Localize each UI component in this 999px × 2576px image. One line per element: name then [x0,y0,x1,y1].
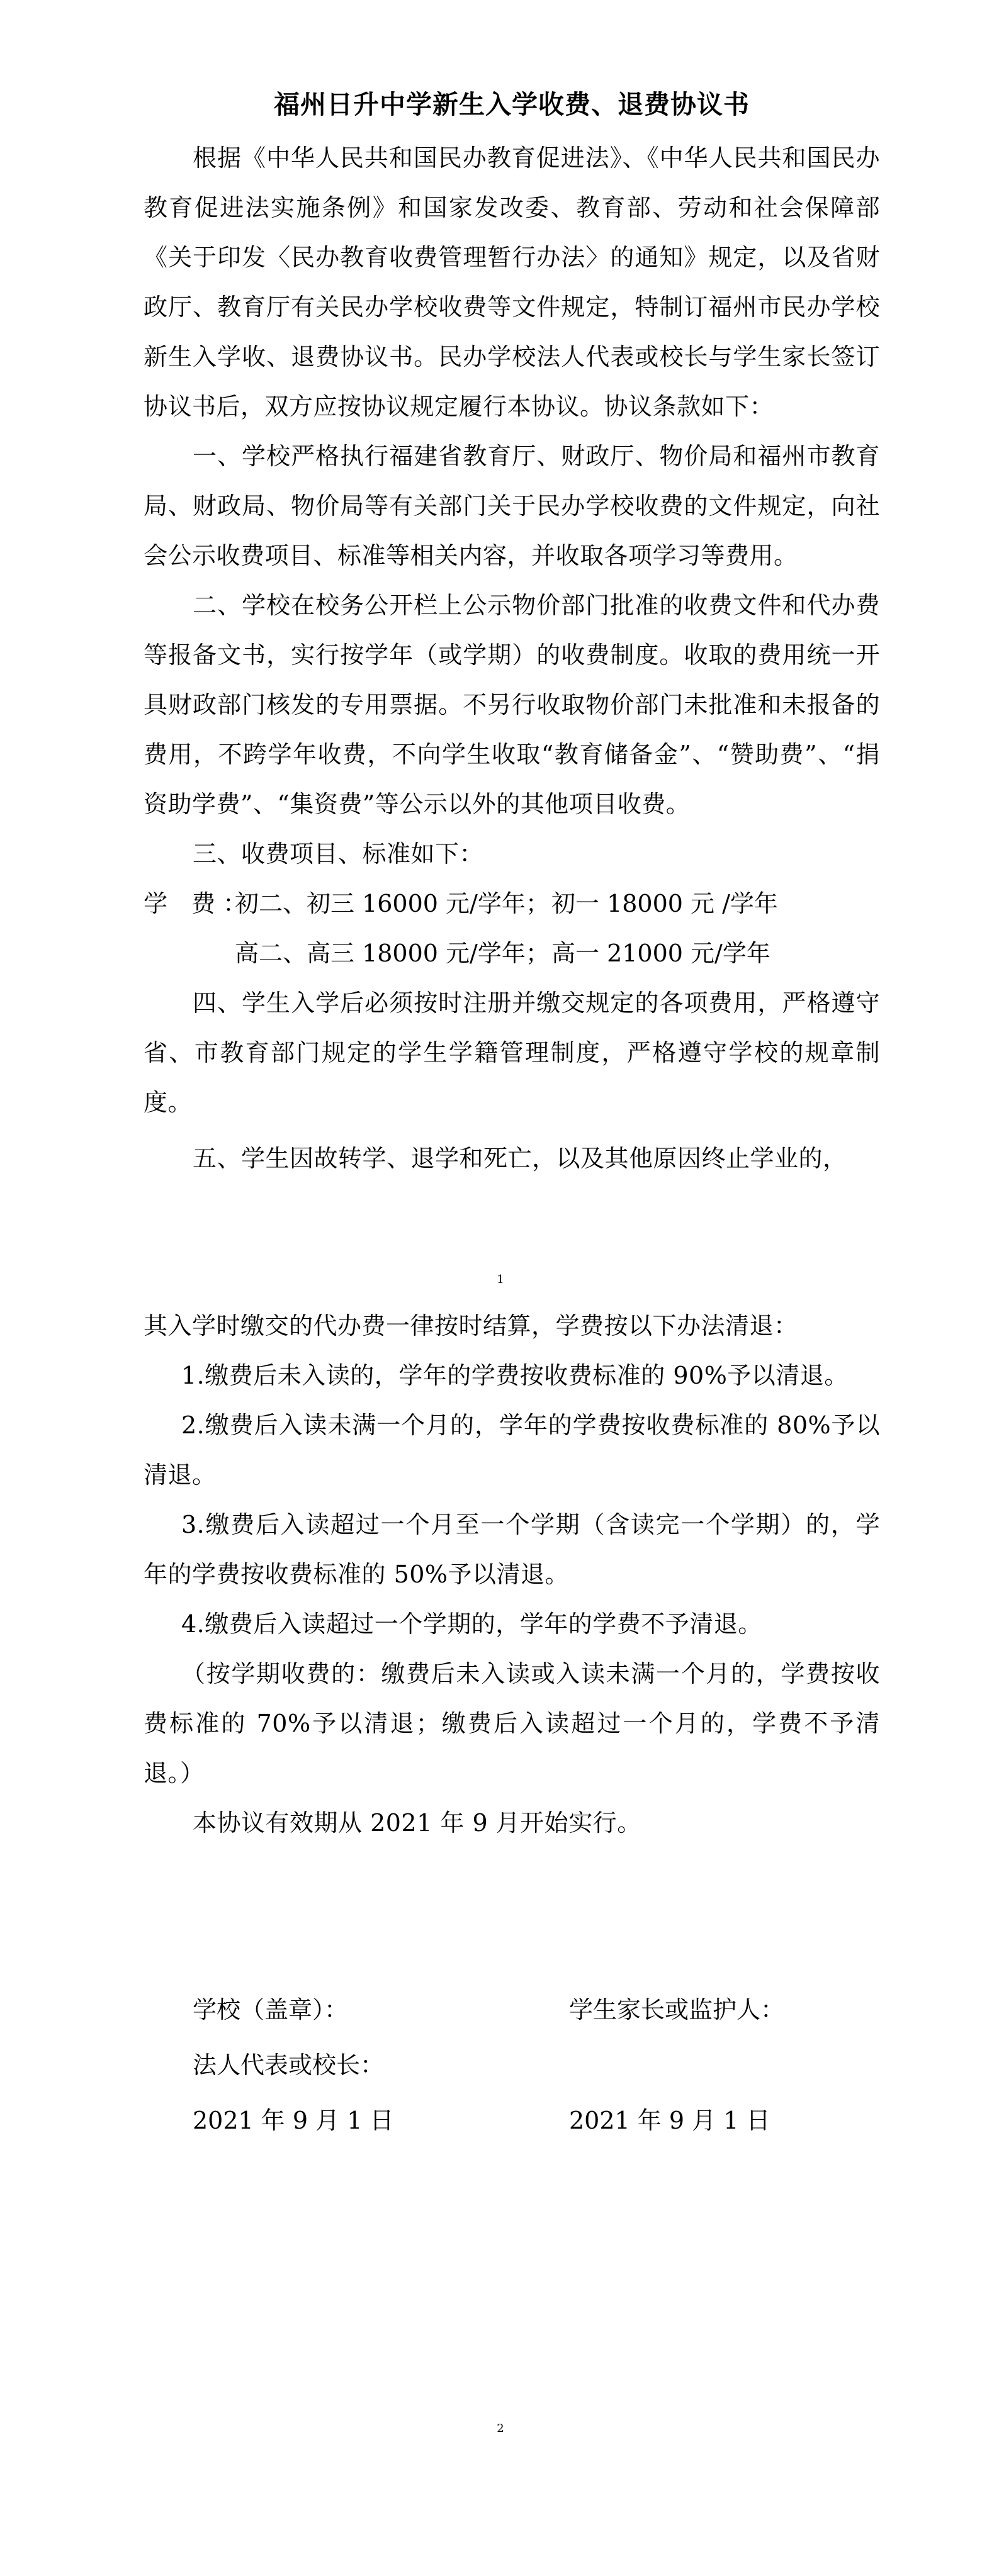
clause-five-start: 五、学生因故转学、退学和死亡，以及其他原因终止学业的， [193,1145,847,1172]
fee-row-senior [144,929,880,978]
fee-label: 学 费 ： [144,890,247,917]
fee-senior-grade-2-3: 高二、高三 18000 元/学年； [235,939,550,967]
intro-paragraph: 根据《中华人民共和国民办教育促进法》、《中华人民共和国民办教育促进法实施条例》和国家发改委、教育部、劳动和社会保障部《关于印发〈民办教育收费管理暂行办法〉的通知》规定，以及省财政厅、教育厅有关民办学校收费等文件规定，特制订福州市民办学校新生入学收、退费协议书。民办学校法人代表或校长与学生家长签订协议书后，双方应按协议规定履行本协议。协议条款如下： [144,144,880,420]
refund-rule-three: 3.缴费后入读超过一个月至一个学期（含读完一个学期）的，学年的学费按收费标准的 50%予以清退。 [144,1511,880,1588]
clause-five-continued: 其入学时缴交的代办费一律按时结算，学费按以下办法清退： [144,1312,798,1340]
validity-statement: 本协议有效期从 2021 年 9 月开始实行。 [193,1809,641,1837]
clause-one: 一、学校严格执行福建省教育厅、财政厅、物价局和福州市教育局、财政局、物价局等有关部门关于民办学校收费的文件规定，向社会公示收费项目、标准等相关内容，并收取各项学习等费用。 [144,442,880,569]
signature-block [193,1982,822,2148]
signature-row-parties [193,1982,822,2037]
fee-junior-grade-1: 初一 18000 元 /学年 [551,890,778,917]
clause-four: 四、学生入学后必须按时注册并缴交规定的各项费用，严格遵守省、市教育部门规定的学生学籍管理制度，严格遵守学校的规章制度。 [144,989,880,1116]
signature-row-dates [193,2093,822,2148]
clause-three: 三、收费项目、标准如下： [193,840,484,868]
document-title: 福州日升中学新生入学收费、退费协议书 [274,89,750,120]
signature-row-legal [193,2037,822,2093]
refund-rule-one: 1.缴费后未入读的，学年的学费按收费标准的 90%予以清退。 [181,1362,849,1389]
legal-representative-label: 法人代表或校长： [193,2051,385,2079]
school-seal-label: 学校（盖章）： [193,1996,349,2024]
page-number-two: 2 [497,2422,504,2435]
clause-two: 二、学校在校务公开栏上公示物价部门批准的收费文件和代办费等报备文书，实行按学年（或学期）的收费制度。收取的费用统一开具财政部门核发的专用票据。不另行收取物价部门未批准和未报备的费用，不跨学年收费，不向学生收取“教育储备金”、“赞助费”、“捐资助学费”、“集资费”等公示以外的其他项目收费。 [144,591,880,818]
page-one-content [144,79,880,1184]
refund-rule-two: 2.缴费后入读未满一个月的，学年的学费按收费标准的 80%予以清退。 [144,1411,880,1489]
fee-row-junior [144,879,880,929]
page-number-one: 1 [497,1273,504,1286]
parent-date: 2021 年 9 月 1 日 [569,2107,770,2134]
fee-junior-grade-2-3: 初二、初三 16000 元/学年； [235,890,550,917]
refund-semester-note: （按学期收费的：缴费后未入读或入读未满一个月的，学费按收费标准的 70%予以清退；缴费后入读超过一个月的，学费不予清退。） [144,1660,880,1787]
parent-label: 学生家长或监护人： [569,1996,785,2024]
school-date: 2021 年 9 月 1 日 [193,2107,394,2134]
page-two-content [144,1301,880,1848]
fee-senior-grade-1: 高一 21000 元/学年 [551,939,770,967]
refund-rule-four: 4.缴费后入读超过一个学期的，学年的学费不予清退。 [181,1610,762,1638]
